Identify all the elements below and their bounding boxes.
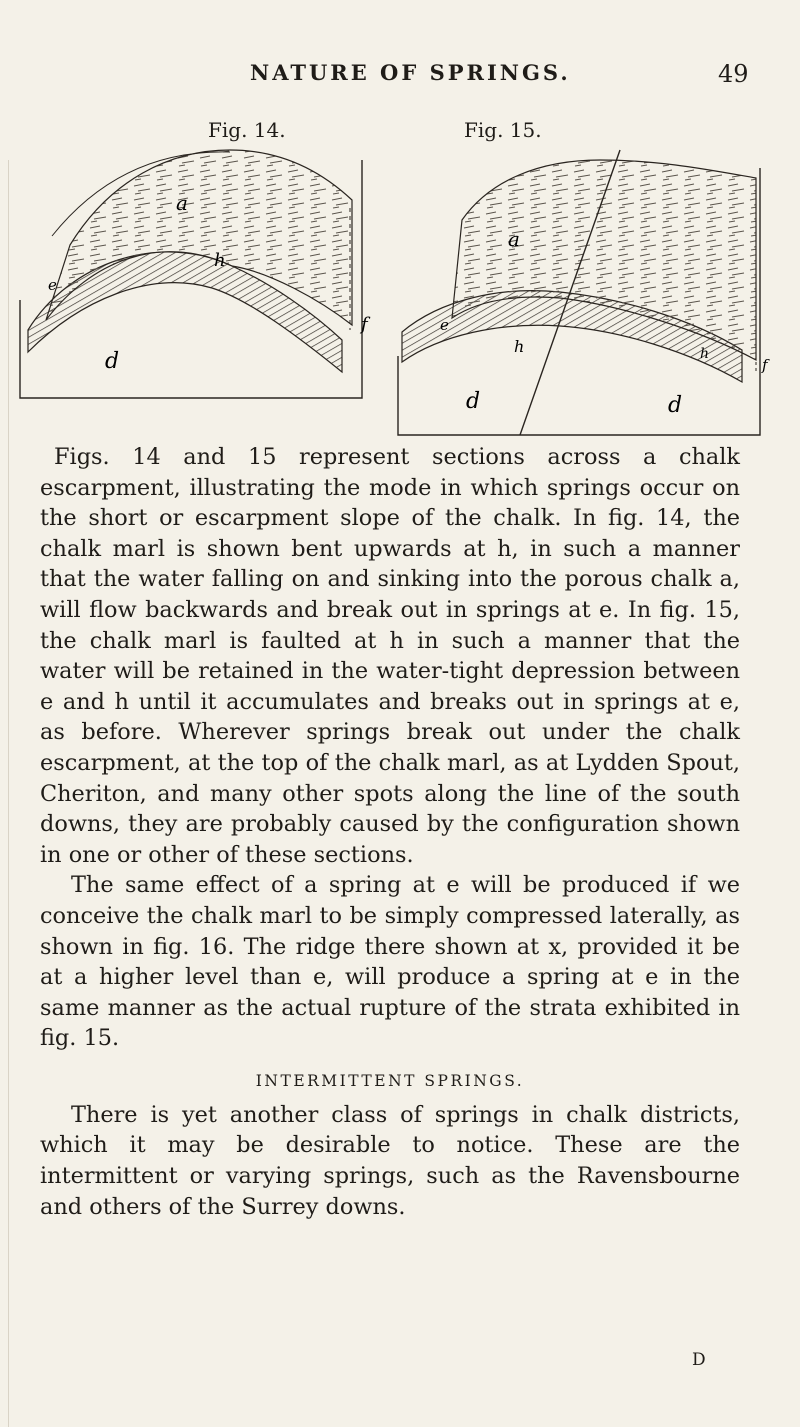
- running-title: NATURE OF SPRINGS.: [250, 60, 571, 85]
- paragraph-intermittent: There is yet another class of springs in chalk districts, which it may be desirable to notice. These are the intermittent or varying springs, such as the Ravensbourne and others of the Surrey downs.: [40, 1101, 740, 1220]
- fig14-letter-d: d: [105, 349, 120, 374]
- fig15-letter-f: f: [762, 356, 768, 374]
- page-number: 49: [718, 60, 749, 88]
- figures-illustration: [0, 0, 800, 440]
- fig15-letter-e: e: [440, 316, 449, 334]
- fig15-label: Fig. 15.: [464, 118, 542, 142]
- fig15-letter-h: h: [514, 337, 525, 356]
- fig14-letter-e: e: [48, 276, 57, 294]
- fig14-diagram: [20, 148, 371, 440]
- fig14-letter-a: a: [176, 191, 188, 215]
- fig15-letter-a: a: [508, 227, 520, 251]
- fig14-label: Fig. 14.: [208, 118, 286, 142]
- fig15-letter-d-right: d: [668, 393, 683, 418]
- section-heading: INTERMITTENT SPRINGS.: [255, 1071, 525, 1090]
- fig14-letter-f: f: [361, 314, 368, 335]
- paragraph-same-effect: The same effect of a spring at e will be produced if we conceive the chalk marl to be simply compressed laterally, as shown in fig. 16. The ridge there shown at x, provided it be at a higher level than e, will produce a spring at e in the same manner as the actual rupture of the strata exhibited in fig. 15.: [40, 872, 740, 1052]
- fig14-letter-h: h: [214, 250, 226, 271]
- body-text: [40, 442, 740, 1222]
- paragraph-figs: Figs. 14 and 15 represent sections across a chalk escarpment, illustrating the mode in which springs occur on the short or escarpment slope of the chalk. In fig. 14, the chalk marl is shown bent upwards at h, in such a manner that the water falling on and sinking into the porous chalk a, will flow backwards and break out in springs at e. In fig. 15, the chalk marl is faulted at h in such a manner that the water will be retained in the water-tight depression between e and h until it accumulates and breaks out in springs at e, as before. Wherever springs break out under the chalk escarpment, at the top of the chalk marl, as at Lydden Spout, Cheriton, and many other spots along the line of the south downs, they are probably caused by the configuration shown in one or other of these sections.: [40, 444, 740, 868]
- fig15-letter-h-right: h: [700, 346, 710, 362]
- fig15-letter-d-left: d: [466, 389, 481, 414]
- fig15-diagram: [398, 150, 770, 435]
- signature-mark: D: [692, 1350, 706, 1370]
